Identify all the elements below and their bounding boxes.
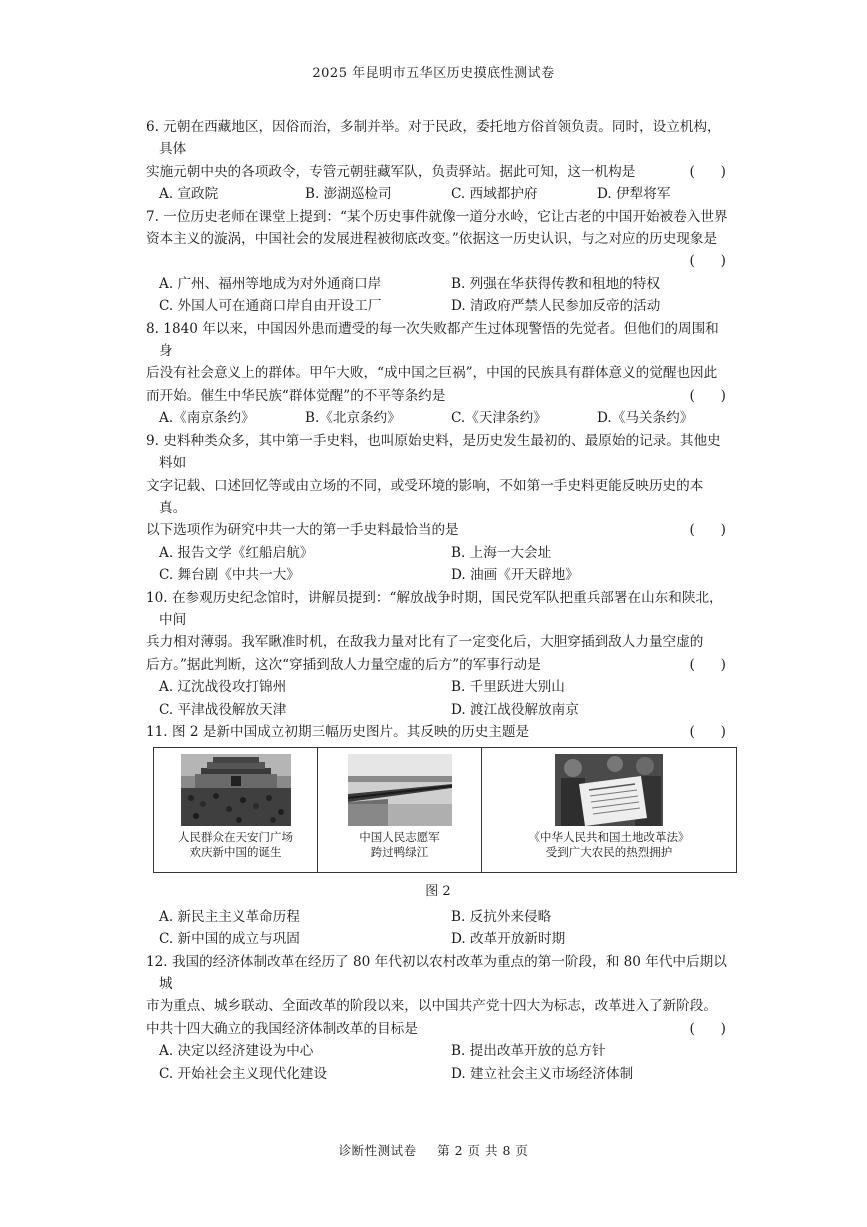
option-b: B. 列强在华获得传教和租地的特权: [451, 275, 660, 292]
question-stem-line: [146, 519, 730, 541]
option-d: D. 伊犁将军: [597, 186, 671, 203]
option-d: D. 改革开放新时期: [451, 931, 566, 948]
option-b: B.《北京条约》: [305, 410, 401, 427]
figure-cell-yalu-river: [318, 748, 482, 872]
question-12: [146, 951, 730, 1085]
question-stem-line: 资本主义的漩涡，中国社会的发展进程被彻底改变。”依据这一历史认识，与之对应的历史现象是: [146, 231, 718, 248]
question-stem-text: 11. 图 2 是新中国成立初期三幅历史图片。其反映的历史主题是: [146, 723, 530, 740]
answer-bracket: ( ): [689, 163, 726, 180]
option-c: C. 舞台剧《中共一大》: [159, 567, 300, 584]
option-b: B. 千里跃进大别山: [451, 679, 565, 696]
answer-bracket: ( ): [689, 1020, 726, 1037]
caption-line: 《中华人民共和国土地改革法》: [528, 830, 690, 845]
question-stem-line: 文字记载、口述回忆等或由立场的不同，或受环境的影响，不如第一手史料更能反映历史的本真。: [146, 477, 704, 516]
figure-caption: [178, 830, 293, 860]
answer-bracket: ( ): [689, 253, 726, 270]
option-b: B. 澎湖巡检司: [305, 186, 392, 203]
question-stem-text: 而开始。催生中华民族“群体觉醒”的不平等条约是: [146, 387, 446, 404]
question-stem-line: [146, 1018, 730, 1040]
question-stem-line: 后没有社会意义上的群体。甲午大败，“成中国之巨祸”，中国的民族具有群体意义的觉醒也因此: [146, 365, 718, 382]
question-stem-line: 9. 史料种类众多，其中第一手史料，也叫原始史料，是历史发生最初的、最原始的记录。其他史料如: [146, 432, 721, 472]
footer-exam-name: 诊断性测试卷: [338, 1143, 417, 1158]
option-row: [146, 928, 730, 950]
figure-cell-land-reform: [482, 748, 736, 872]
option-d: D. 建立社会主义市场经济体制: [451, 1065, 634, 1082]
option-row: [146, 407, 730, 429]
question-list: [146, 116, 730, 1085]
option-c: C. 外国人可在通商口岸自由开设工厂: [159, 298, 382, 315]
option-d: D. 渡江战役解放南京: [451, 701, 579, 718]
option-row: [146, 1040, 730, 1062]
option-row: [146, 542, 730, 564]
option-a: A. 辽沈战役攻打锦州: [159, 679, 287, 696]
question-6: [146, 116, 730, 206]
question-stem-line: [146, 161, 730, 183]
figure-label: 图 2: [425, 884, 451, 900]
answer-bracket: ( ): [689, 656, 726, 673]
caption-line: 受到广大农民的热烈拥护: [545, 845, 673, 860]
caption-line: 欢庆新中国的诞生: [189, 845, 282, 860]
tiananmen-celebration-photo: [181, 754, 291, 826]
question-stem-text: 中共十四大确立的我国经济体制改革的目标是: [146, 1020, 418, 1037]
option-d: D.《马关条约》: [597, 410, 694, 427]
question-stem-line: 7. 一位历史老师在课堂上提到：“某个历史事件就像一道分水岭，它让古老的中国开始被卷入世界: [146, 208, 728, 225]
question-7: [146, 206, 730, 318]
question-11: [146, 721, 730, 951]
option-row: [146, 564, 730, 586]
option-b: B. 提出改革开放的总方针: [451, 1043, 606, 1060]
question-10: [146, 587, 730, 721]
option-c: C. 开始社会主义现代化建设: [159, 1065, 328, 1082]
option-a: A.《南京条约》: [159, 410, 255, 427]
question-8: [146, 318, 730, 430]
figure-2-panel: [153, 747, 737, 873]
question-stem-line: [146, 721, 730, 743]
answer-bracket: ( ): [689, 522, 726, 539]
question-stem-text: 后方。”据此判断，这次“穿插到敌人力量空虚的后方”的军事行动是: [146, 656, 541, 673]
option-a: A. 广州、福州等地成为对外通商口岸: [159, 275, 382, 292]
exam-header-title: 2025 年昆明市五华区历史摸底性测试卷: [312, 66, 555, 81]
option-row: [146, 676, 730, 698]
option-row: [146, 295, 730, 317]
option-b: B. 反抗外来侵略: [451, 908, 552, 925]
option-b: B. 上海一大会址: [451, 544, 552, 561]
caption-line: 人民群众在天安门广场: [178, 830, 293, 845]
option-row: [146, 699, 730, 721]
option-a: A. 新民主主义革命历程: [159, 908, 300, 925]
option-c: C.《天津条约》: [451, 410, 547, 427]
option-d: D. 油画《开天辟地》: [451, 567, 579, 584]
option-row: [146, 273, 730, 295]
option-a: A. 决定以经济建设为中心: [159, 1043, 314, 1060]
answer-bracket: ( ): [689, 723, 726, 740]
caption-line: 中国人民志愿军: [359, 830, 440, 845]
question-stem-line: 8. 1840 年以来，中国因外患而遭受的每一次失败都产生过体现警悟的先觉者。但他们的周围和身: [146, 320, 719, 360]
figure-cell-tiananmen: [154, 748, 318, 872]
land-reform-law-photo: [555, 754, 663, 826]
question-stem-text: 实施元朝中央的各项政令，专管元朝驻藏军队，负责驿站。据此可知，这一机构是: [146, 163, 636, 180]
question-stem-line: [146, 654, 730, 676]
volunteer-army-bridge-photo: [348, 754, 452, 826]
figure-caption: [529, 830, 690, 860]
option-a: A. 宣政院: [159, 186, 219, 203]
question-stem-text: 以下选项作为研究中共一大的第一手史料最恰当的是: [146, 522, 459, 539]
answer-bracket: ( ): [689, 387, 726, 404]
option-row: [146, 906, 730, 928]
page-footer: [0, 1141, 867, 1159]
option-d: D. 清政府严禁人民参加反帝的活动: [451, 298, 661, 315]
question-9: [146, 430, 730, 587]
option-row: [146, 183, 730, 205]
question-stem-line: 兵力相对薄弱。我军瞅准时机，在敌我力量对比有了一定变化后，大胆穿插到敌人力量空虚的: [146, 634, 704, 651]
question-stem-line: 10. 在参观历史纪念馆时，讲解员提到：“解放战争时期，国民党军队把重兵部署在山东和陕北，中间: [146, 589, 723, 628]
option-row: [146, 1063, 730, 1085]
caption-line: 跨过鸭绿江: [370, 845, 429, 860]
figure-caption: [359, 830, 440, 860]
option-c: C. 新中国的成立与巩固: [159, 931, 300, 948]
question-stem-line: [146, 385, 730, 407]
option-c: C. 西域都护府: [451, 186, 538, 203]
option-a: A. 报告文学《红船启航》: [159, 544, 314, 561]
question-stem-line: 6. 元朝在西藏地区，因俗而治，多制并举。对于民政，委托地方俗首领负责。同时，设立机构，具体: [146, 119, 721, 158]
option-c: C. 平津战役解放天津: [159, 701, 287, 718]
question-stem-line: 12. 我国的经济体制改革在经历了 80 年代初以农村改革为重点的第一阶段，和 80 年代中后期以城: [146, 953, 727, 992]
footer-page-number: 第 2 页 共 8 页: [437, 1143, 529, 1158]
question-stem-line: 市为重点、城乡联动、全面改革的阶段以来，以中国共产党十四大为标志，改革进入了新阶段。: [146, 998, 717, 1015]
